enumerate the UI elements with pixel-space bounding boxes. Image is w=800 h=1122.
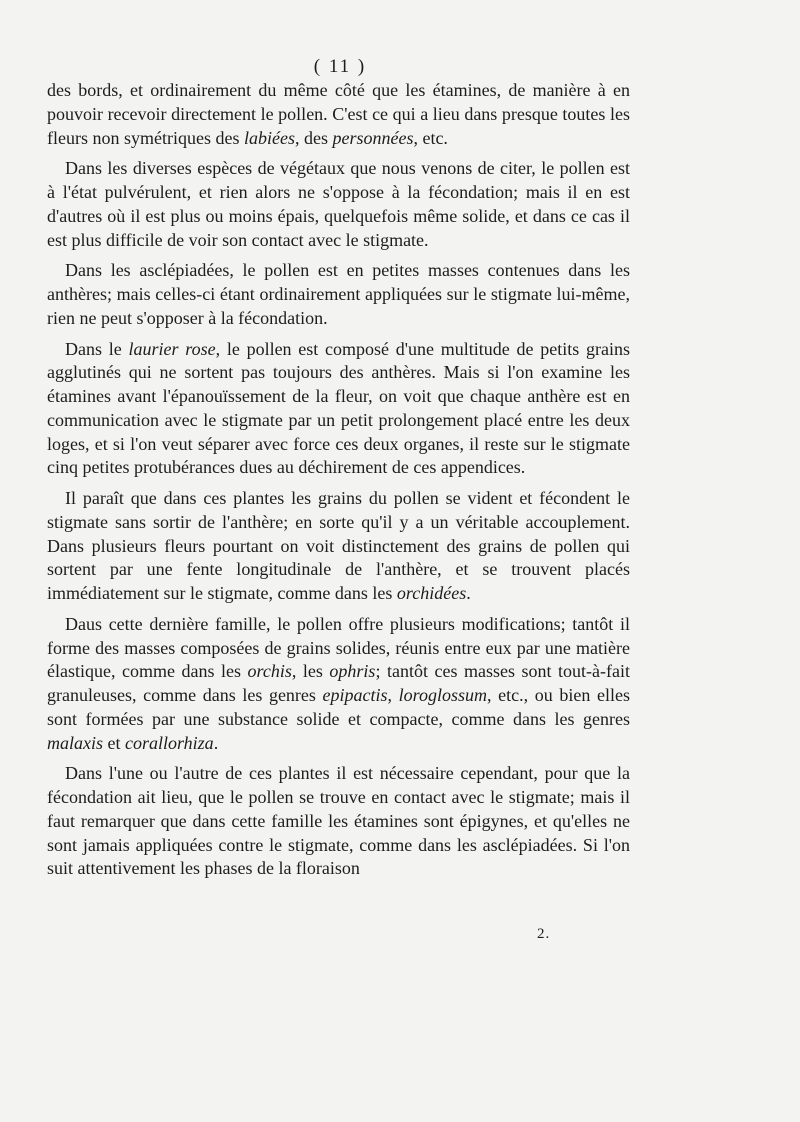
italic-term: malaxis — [47, 732, 103, 753]
italic-term: corallorhiza — [125, 732, 214, 753]
italic-term: orchis — [247, 661, 292, 682]
paragraph — [47, 157, 630, 252]
text-run: Dans les diverses espèces de végétaux que nous venons de citer, le pollen est à l'état pulvérulent, et rien alors ne s'oppose à la fécondation; mais il en est d'autres où il est plus ou moins épais, quelquefois même solide, et dans ce cas il est plus difficile de voir son contact avec le stigmate. — [47, 158, 630, 250]
text-run: . — [466, 583, 471, 603]
italic-term: loroglossum — [398, 685, 488, 705]
paragraph — [47, 338, 630, 481]
page-number: ( 11 ) — [313, 56, 367, 77]
text-run: et — [103, 732, 125, 753]
text-run: , le pollen est composé d'une multitude de petits grains agglutinés qui ne sortent pas toujours des anthères. Mais si l'on examine les étamines avant l'épanouïssement de la fleur, on voit que chaque anthère est en communication avec le stigmate par un petit prolongement placé entre les deux loges, et si l'on veut séparer avec force ces deux organes, il reste sur le stigmate cinq petites protubérances dues au déchirement de ces appendices. — [47, 338, 630, 478]
text-run: des bords, et ordinairement du même côté que les étamines, de manière à en pouvoir recevoir directement le pollen. C'est ce qui a lieu dans presque toutes les fleurs non symétriques des — [47, 80, 630, 148]
paragraph — [47, 487, 630, 606]
paragraph — [47, 613, 630, 756]
text-run: Dans l'une ou l'autre de ces plantes il est nécessaire cependant, pour que la fécondation ait lieu, que le pollen se trouve en contact avec le stigmate; mais il faut remarquer que dans cette famille les étamines sont épigynes, et qu'elles ne sont jamais appliquées contre le stigmate, comme dans les asclépiadées. Si l'on suit attentivement les phases de la floraison — [47, 763, 630, 879]
text-run: Dans les asclépiadées, le pollen est en petites masses contenues dans les anthères; mais celles-ci étant ordinairement appliquées sur le stigmate lui-même, rien ne peut s'opposer à la fécondation. — [47, 260, 630, 328]
paragraph — [47, 79, 630, 150]
body-text — [47, 79, 630, 888]
text-run: , les — [291, 661, 330, 682]
text-run: . — [213, 732, 219, 753]
text-run: , etc., ou bien elles sont formées par une substance solide et compacte, comme dans les genres — [47, 685, 630, 729]
text-run: , — [387, 685, 399, 705]
text-run: , des — [294, 127, 333, 148]
paragraph — [47, 762, 630, 881]
text-run: , etc. — [413, 127, 448, 148]
signature-mark: 2. — [537, 926, 551, 942]
italic-term: orchidées — [396, 583, 467, 603]
italic-term: ophris — [329, 661, 376, 682]
italic-term: personnées — [332, 127, 414, 148]
text-run: Daus cette dernière famille, le pollen offre plusieurs modifications; tantôt il forme des masses composées de grains solides, réunis entre eux par une matière élastique, comme dans les — [47, 613, 630, 682]
paragraph — [47, 259, 630, 330]
italic-term: laurier rose — [128, 338, 216, 359]
italic-term: epipactis — [322, 685, 388, 705]
italic-term: labiées — [243, 127, 295, 148]
text-run: Il paraît que dans ces plantes les grains du pollen se vident et fécondent le stigmate sans sortir de l'anthère; en sorte qu'il y a un véritable accouplement. Dans plusieurs fleurs pourtant on voit distinctement des grains de pollen qui sortent par une fente longitudinale de l'anthère, et se trouvent placés immédiatement sur le stigmate, comme dans les — [47, 488, 630, 603]
text-run: ; tantôt ces masses sont tout-à-fait granuleuses, comme dans les genres — [47, 661, 630, 705]
text-run: Dans le — [65, 338, 129, 359]
